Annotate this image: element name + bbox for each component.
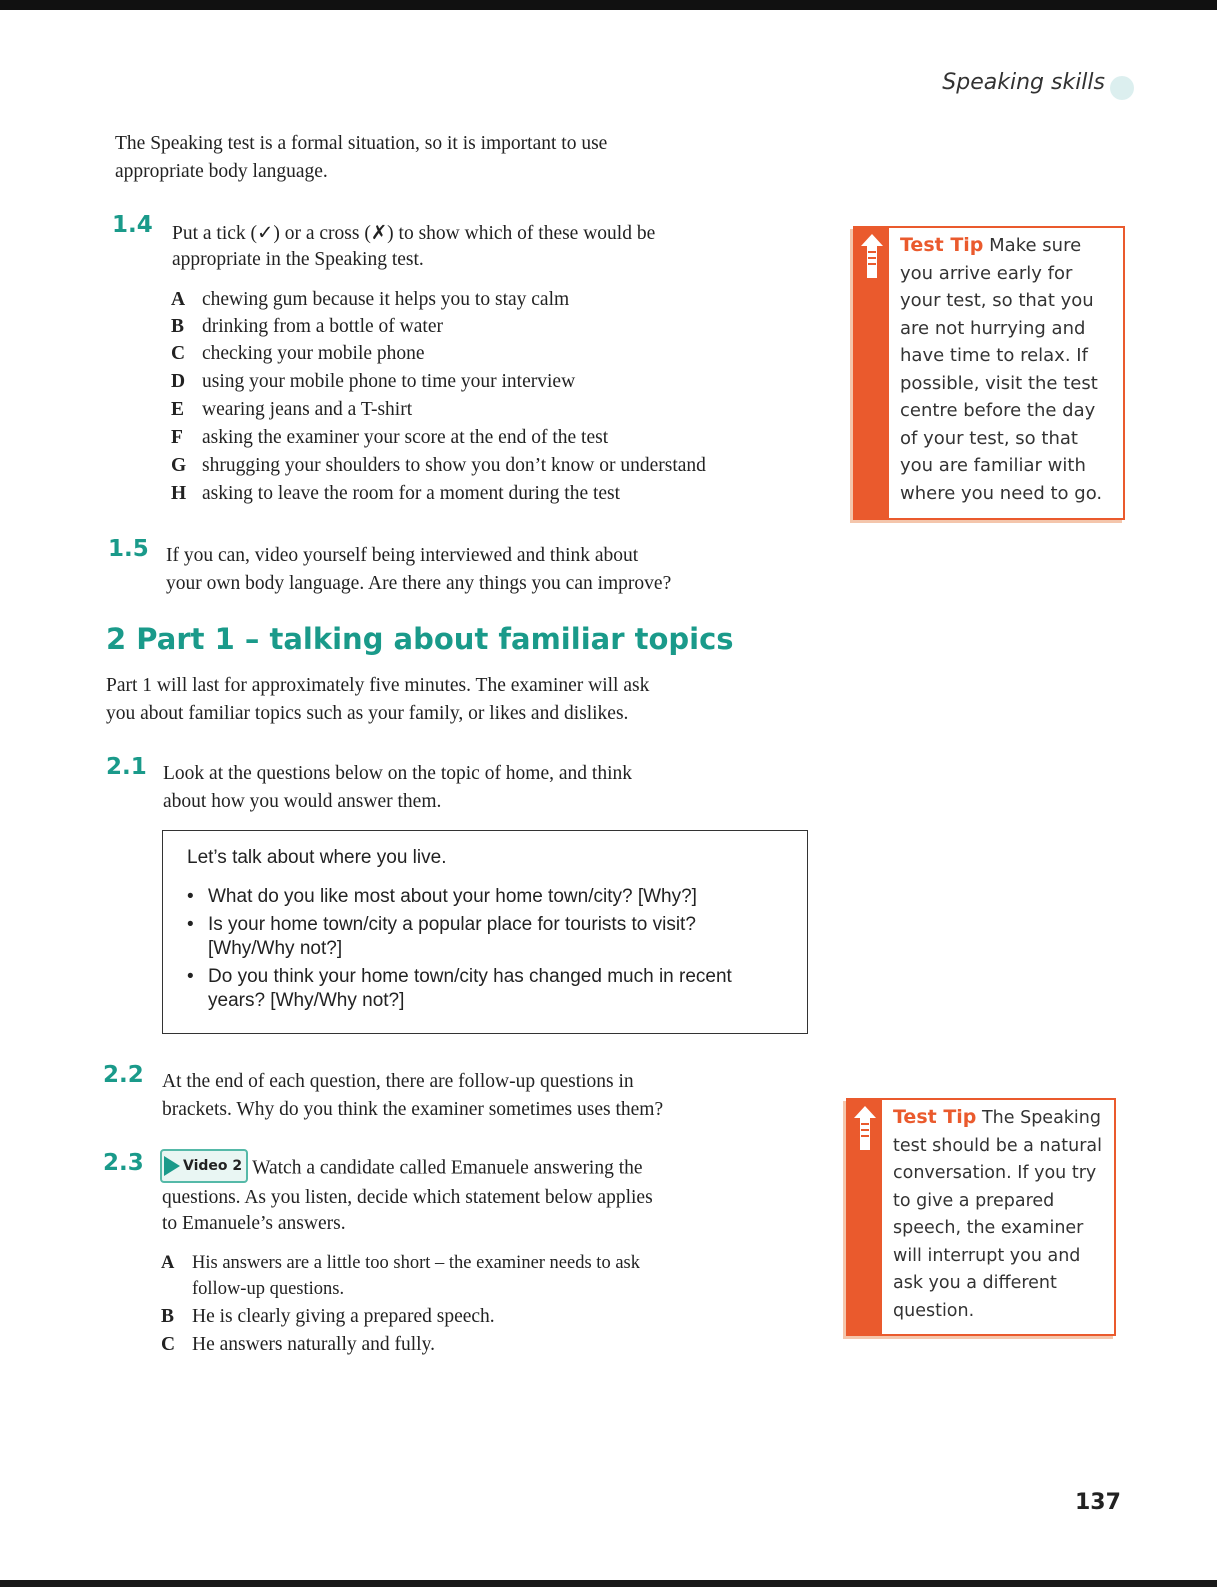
exercise-1-5-line-1: If you can, video yourself being interviewed and think about (166, 545, 639, 566)
list-item: G shrugging your shoulders to show you don’t know or understand (171, 455, 706, 476)
list-item: C checking your mobile phone (171, 343, 425, 364)
video-badge[interactable]: Video 2 (160, 1149, 248, 1183)
tip-heading: Test Tip (900, 234, 984, 256)
play-icon (164, 1156, 180, 1176)
exercise-1-4-line-2: appropriate in the Speaking test. (172, 249, 424, 270)
exercise-2-2-line-2: brackets. Why do you think the examiner sometimes uses them? (162, 1099, 664, 1120)
exercise-1-4-line-1: Put a tick (✓) or a cross (✗) to show which of these would be (172, 223, 656, 244)
running-header: Speaking skills (942, 70, 1105, 95)
exercise-2-2-line-1: At the end of each question, there are follow-up questions in (162, 1071, 634, 1092)
test-tip-box-2 (846, 1098, 1116, 1336)
tip-text (893, 1104, 1106, 1325)
question-bullet: • What do you like most about your home town/city? [Why?] (185, 885, 785, 909)
list-item: A His answers are a little too short – the examiner needs to ask (161, 1253, 640, 1273)
exercise-1-5-line-2: your own body language. Are there any things you can improve? (166, 573, 672, 594)
exercise-2-3-line-2: questions. As you listen, decide which statement below applies (162, 1187, 653, 1208)
exercise-number-1-5: 1.5 (108, 536, 149, 562)
arrow-up-icon (854, 1106, 876, 1150)
test-tip-box-1 (853, 226, 1125, 520)
intro-line-2: appropriate body language. (115, 161, 328, 182)
list-item: B drinking from a bottle of water (171, 316, 443, 337)
exercise-2-3-line-3: to Emanuele’s answers. (162, 1213, 346, 1234)
tip-bar (855, 228, 889, 518)
list-item-continuation: follow-up questions. (192, 1279, 345, 1299)
list-item: H asking to leave the room for a moment during the test (171, 483, 621, 504)
list-item: F asking the examiner your score at the end of the test (171, 427, 609, 448)
top-scan-border (0, 0, 1217, 10)
exercise-number-1-4: 1.4 (112, 212, 153, 238)
exercise-2-1-line-1: Look at the questions below on the topic of home, and think (163, 763, 632, 784)
tip-bar (848, 1100, 882, 1334)
list-item: A chewing gum because it helps you to stay calm (171, 289, 570, 310)
section-2-line-2: you about familiar topics such as your family, or likes and dislikes. (106, 703, 629, 724)
bottom-scan-border (0, 1580, 1217, 1587)
list-item: C He answers naturally and fully. (161, 1334, 435, 1355)
questions-list (185, 885, 785, 1017)
tip-body: Make sure you arrive early for your test, so that you are not hurrying and have time to relax. If possible, visit the test centre before the day of your test, so that you are familiar with where you need to go. (900, 235, 1103, 504)
list-item: D using your mobile phone to time your interview (171, 371, 576, 392)
exercise-number-2-1: 2.1 (106, 754, 147, 780)
exercise-number-2-2: 2.2 (103, 1062, 144, 1088)
section-2-line-1: Part 1 will last for approximately five minutes. The examiner will ask (106, 675, 650, 696)
tip-body: The Speaking test should be a natural conversation. If you try to give a prepared speech, the examiner will interrupt you and ask you a different question. (893, 1108, 1102, 1321)
questions-intro: Let’s talk about where you live. (187, 847, 447, 868)
exercise-2-3-line-1: Video 2 Watch a candidate called Emanuele answering the (160, 1152, 643, 1186)
arrow-up-icon (861, 234, 883, 278)
questions-box (162, 830, 808, 1034)
exercise-2-1-line-2: about how you would answer them. (163, 791, 442, 812)
question-bullet: • Is your home town/city a popular place for tourists to visit? [Why/Why not?] (185, 913, 785, 961)
tip-heading: Test Tip (893, 1106, 977, 1128)
header-decoration (1110, 76, 1134, 100)
question-bullet: • Do you think your home town/city has changed much in recent years? [Why/Why not?] (185, 965, 785, 1013)
page-number: 137 (1075, 1490, 1121, 1515)
intro-line-1: The Speaking test is a formal situation, so it is important to use (115, 133, 608, 154)
list-item: B He is clearly giving a prepared speech. (161, 1306, 495, 1327)
list-item: E wearing jeans and a T-shirt (171, 399, 413, 420)
exercise-number-2-3: 2.3 (103, 1150, 144, 1176)
tip-text (900, 232, 1115, 507)
section-heading: 2 Part 1 – talking about familiar topics (106, 622, 734, 656)
